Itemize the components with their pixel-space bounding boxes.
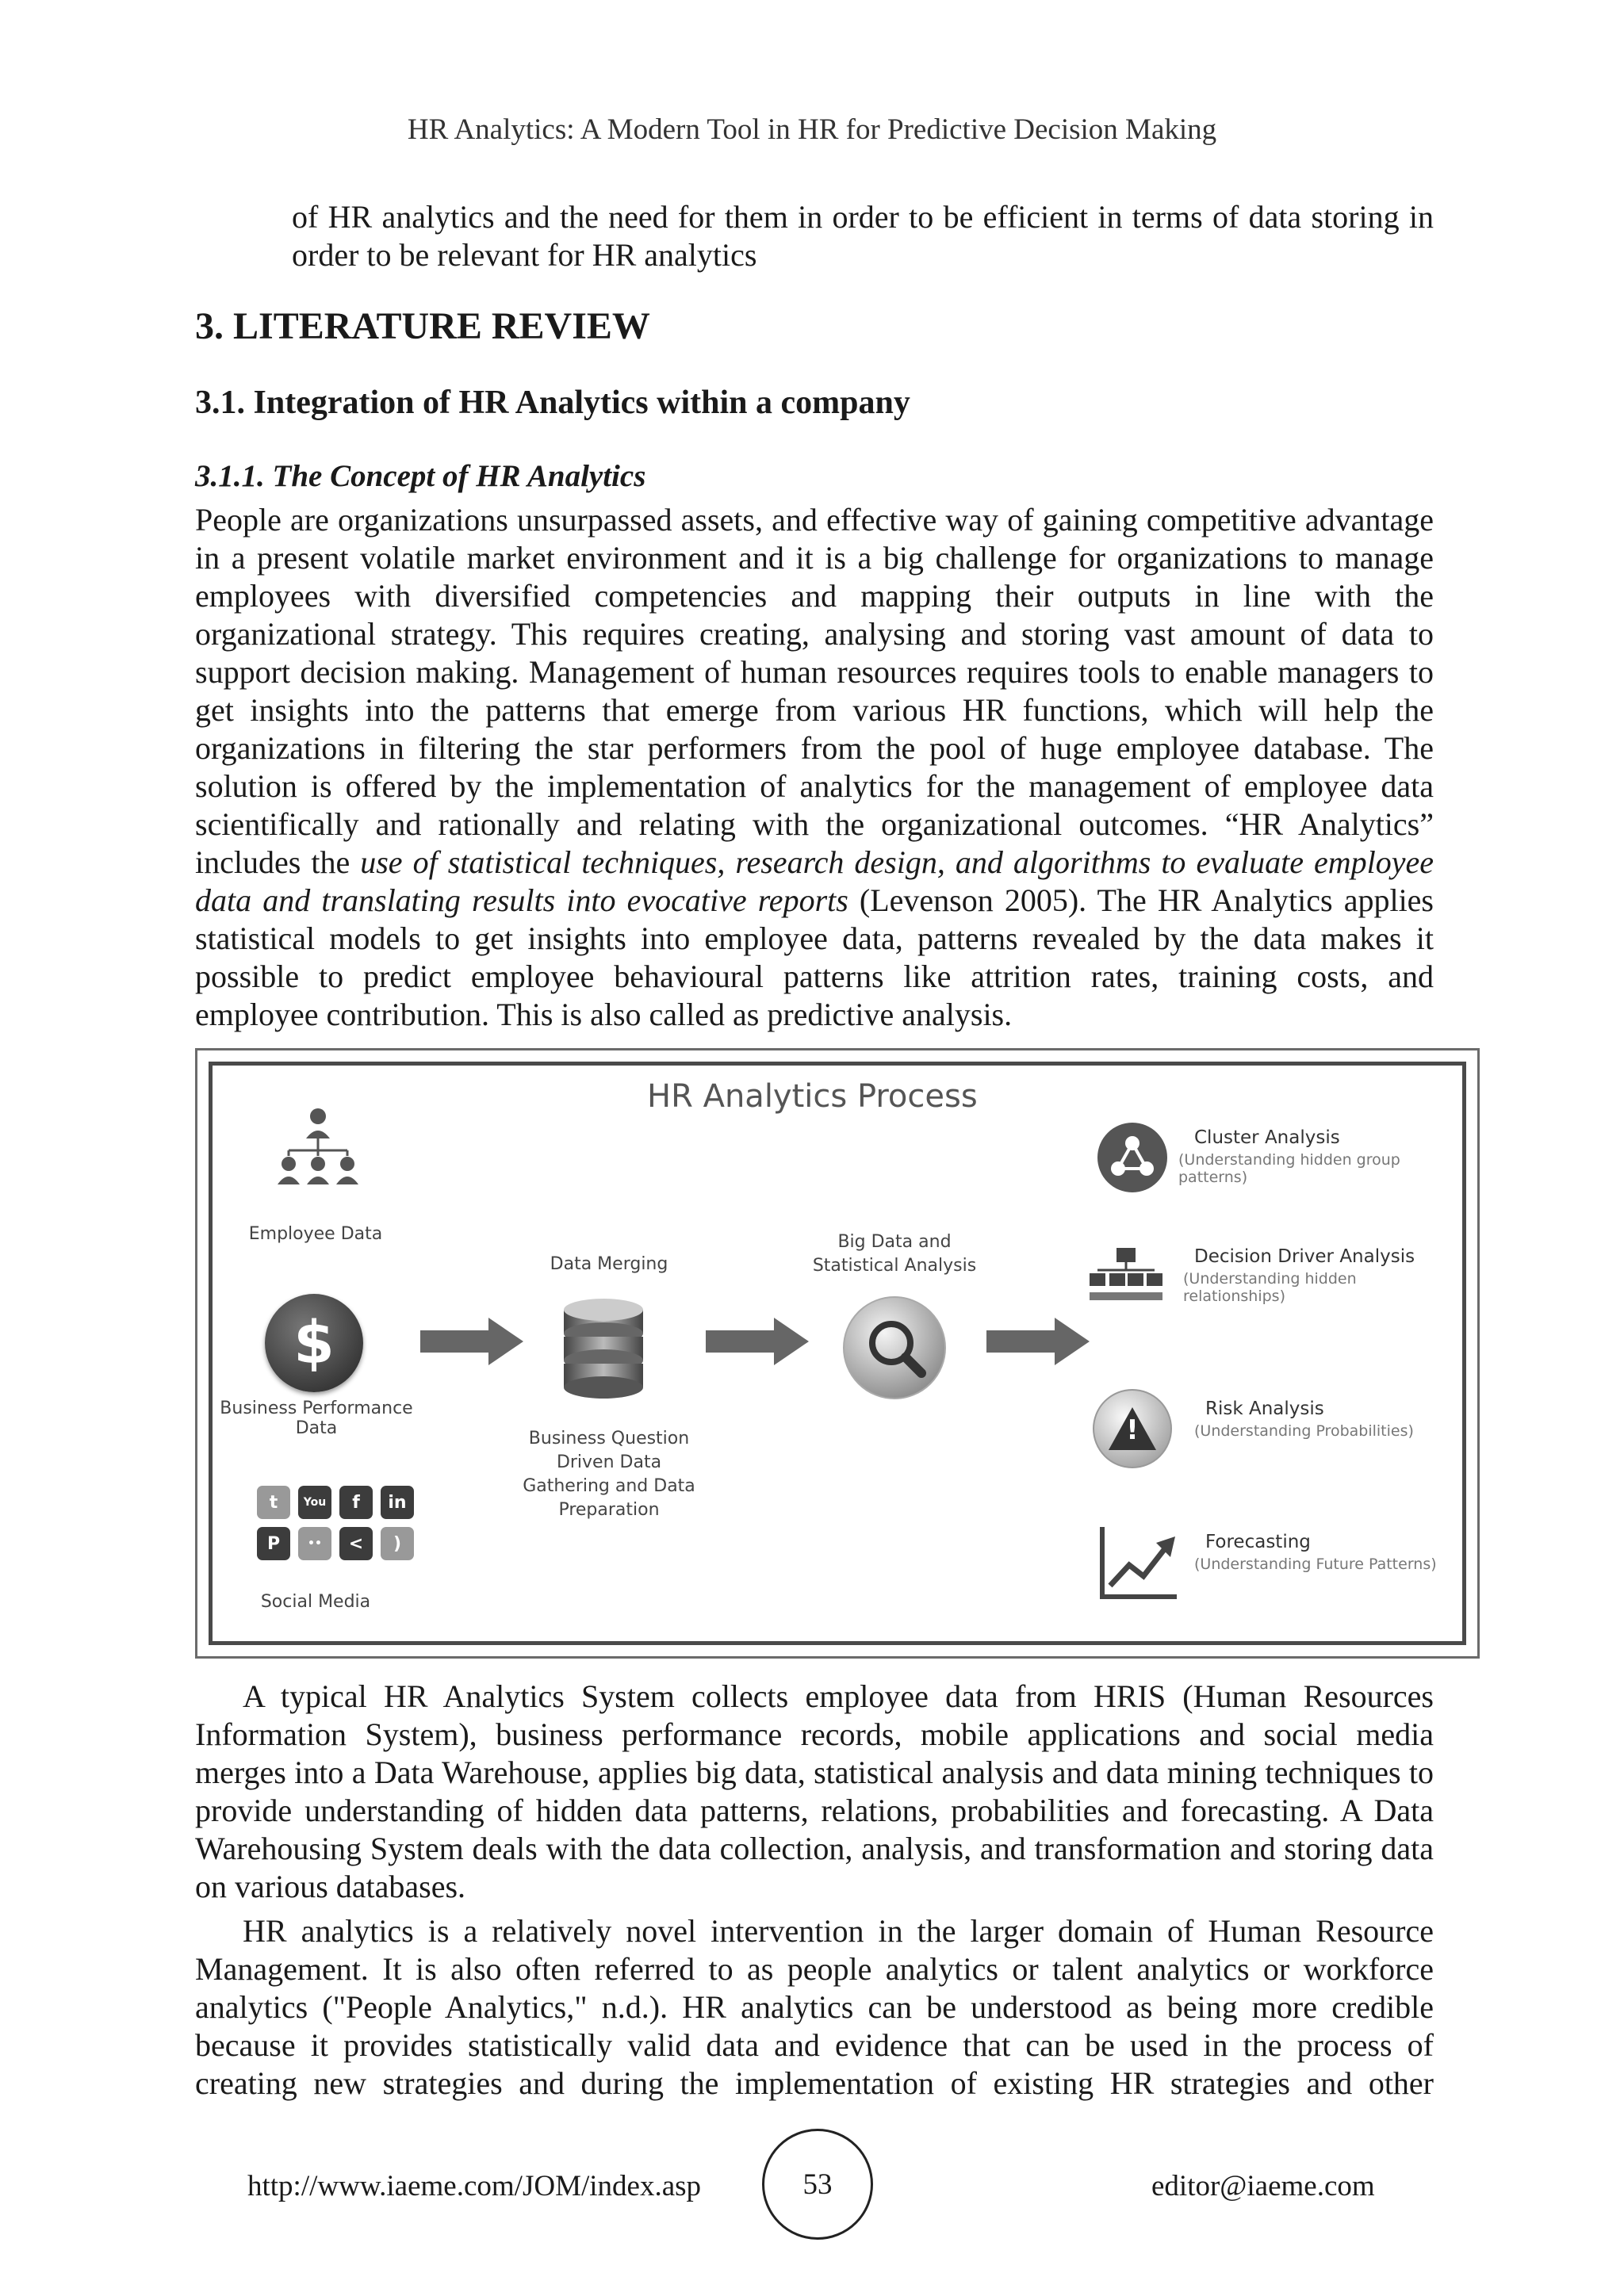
page-number xyxy=(762,2129,873,2240)
business-performance-line-2: Data xyxy=(295,1418,338,1438)
magnifier-icon xyxy=(839,1292,950,1403)
paragraph-text: People are organizations unsurpassed assets, and effective way of gaining competitive advantage in a present volatile market environment and it is a big challenge for organizations to manage employees with diversified competencies and mapping their outputs in line with the organizational strategy. This requires creating, analysing and storing vast amount of data to support decision making. Management of human resources requires tools to enable managers to get insights into the patterns that emerge from various HR functions, which will help the organizations in filtering the star performers from the pool of huge employee database. The solution is offered by the implementation of analytics for the management of employee data scientifically and rationally and relating with the organizational outcomes. “HR Analytics” includes the xyxy=(195,502,1434,880)
org-chart-icon xyxy=(1088,1246,1164,1310)
big-data-line-1: Big Data and xyxy=(837,1232,952,1252)
twitter-icon: t xyxy=(257,1486,290,1519)
rss-icon: ) xyxy=(381,1527,414,1560)
pinterest-icon: P xyxy=(257,1527,290,1560)
cluster-analysis-title: Cluster Analysis xyxy=(1194,1127,1340,1148)
business-question-label xyxy=(514,1427,704,1522)
paragraph-italic-quote: use of statistical techniques, research design, and algorithms to evaluate employee data and translating results into evocative reports xyxy=(195,844,1434,918)
forecasting-subtitle: (Understanding Future Patterns) xyxy=(1194,1556,1437,1573)
forecasting-title: Forecasting xyxy=(1205,1532,1311,1552)
social-media-label: Social Media xyxy=(260,1592,371,1612)
share-icon: < xyxy=(339,1527,373,1560)
business-performance-line-1: Business Performance xyxy=(220,1399,413,1418)
decision-driver-subtitle: (Understanding hidden relationships) xyxy=(1183,1270,1357,1305)
figure-frame xyxy=(209,1062,1466,1645)
facebook-icon: f xyxy=(339,1486,373,1519)
business-question-line-4: Preparation xyxy=(558,1500,660,1520)
trend-chart-icon xyxy=(1097,1525,1180,1601)
figure-title: HR Analytics Process xyxy=(647,1078,978,1115)
employee-hierarchy-icon xyxy=(274,1107,362,1186)
page-number-text: 53 xyxy=(802,2168,833,2201)
cluster-icon xyxy=(1096,1121,1169,1194)
employee-data-label: Employee Data xyxy=(248,1224,383,1244)
business-performance-label xyxy=(217,1399,416,1438)
paragraph-hr-system: A typical HR Analytics System collects employee data from HRIS (Human Resources Information System), business performance records, mobile applications and social media merges into a Data Warehouse, applies big data, statistical analysis and data mining techniques to provide understanding of hidden data patterns, relations, probabilities and forecasting. A Data Warehousing System deals with the data collection, analysis, and transformation and storing data on various databases. xyxy=(195,1678,1434,1904)
subsection-heading: 3.1. Integration of HR Analytics within a company xyxy=(195,385,910,421)
warning-glyph: ! xyxy=(1126,1414,1139,1446)
paragraph-concept xyxy=(195,501,1434,1034)
business-question-line-2: Driven Data xyxy=(556,1452,662,1472)
arrow-right-icon xyxy=(420,1318,523,1365)
running-head: HR Analytics: A Modern Tool in HR for Predictive Decision Making xyxy=(407,113,1217,146)
section-heading: 3. LITERATURE REVIEW xyxy=(195,305,650,347)
linkedin-icon: in xyxy=(381,1486,414,1519)
subsubsection-heading: 3.1.1. The Concept of HR Analytics xyxy=(195,459,646,493)
decision-driver-title: Decision Driver Analysis xyxy=(1194,1246,1415,1267)
risk-analysis-title: Risk Analysis xyxy=(1205,1399,1324,1419)
flickr-icon: •• xyxy=(298,1527,331,1560)
dollar-icon xyxy=(265,1294,363,1392)
database-icon xyxy=(560,1295,647,1399)
dollar-glyph: $ xyxy=(293,1309,335,1377)
business-question-line-1: Business Question xyxy=(528,1429,690,1448)
arrow-right-icon xyxy=(706,1318,809,1365)
paragraph-text-cont: (Levenson 2005). The HR Analytics applies statistical models to get insights into employee data, patterns revealed by the data makes it possible to predict employee behavioural patterns like attrition rates, training costs, and employee contribution. This is also called as predictive analysis. xyxy=(195,882,1434,1032)
warning-icon xyxy=(1093,1389,1172,1468)
arrow-right-icon xyxy=(986,1318,1090,1365)
footer-url-link[interactable]: http://www.iaeme.com/JOM/index.asp xyxy=(247,2170,702,2202)
business-question-line-3: Gathering and Data xyxy=(523,1476,695,1496)
big-data-line-2: Statistical Analysis xyxy=(812,1256,977,1276)
hr-analytics-process-figure xyxy=(195,1048,1480,1659)
paragraph-hr-novel: HR analytics is a relatively novel intervention in the larger domain of Human Resource Management. It is also often referred to as people analytics or talent analytics or workforce analytics ("People Analytics," n.d.). HR analytics can be understood as being more credible because it provides statistically valid data and evidence that can be used in the process of creating new strategies and during the implementation of existing HR strategies and other xyxy=(195,1913,1434,2101)
big-data-label xyxy=(799,1230,990,1278)
youtube-icon: You xyxy=(298,1486,331,1519)
risk-analysis-subtitle: (Understanding Probabilities) xyxy=(1194,1422,1414,1440)
continued-paragraph: of HR analytics and the need for them in order to be efficient in terms of data storing in order to be relevant for HR analytics xyxy=(292,199,1434,273)
social-media-icons xyxy=(257,1486,414,1560)
cluster-analysis-subtitle: (Understanding hidden group patterns) xyxy=(1178,1151,1400,1186)
data-merging-label: Data Merging xyxy=(550,1254,668,1274)
footer-email-link[interactable]: editor@iaeme.com xyxy=(1151,2170,1375,2202)
